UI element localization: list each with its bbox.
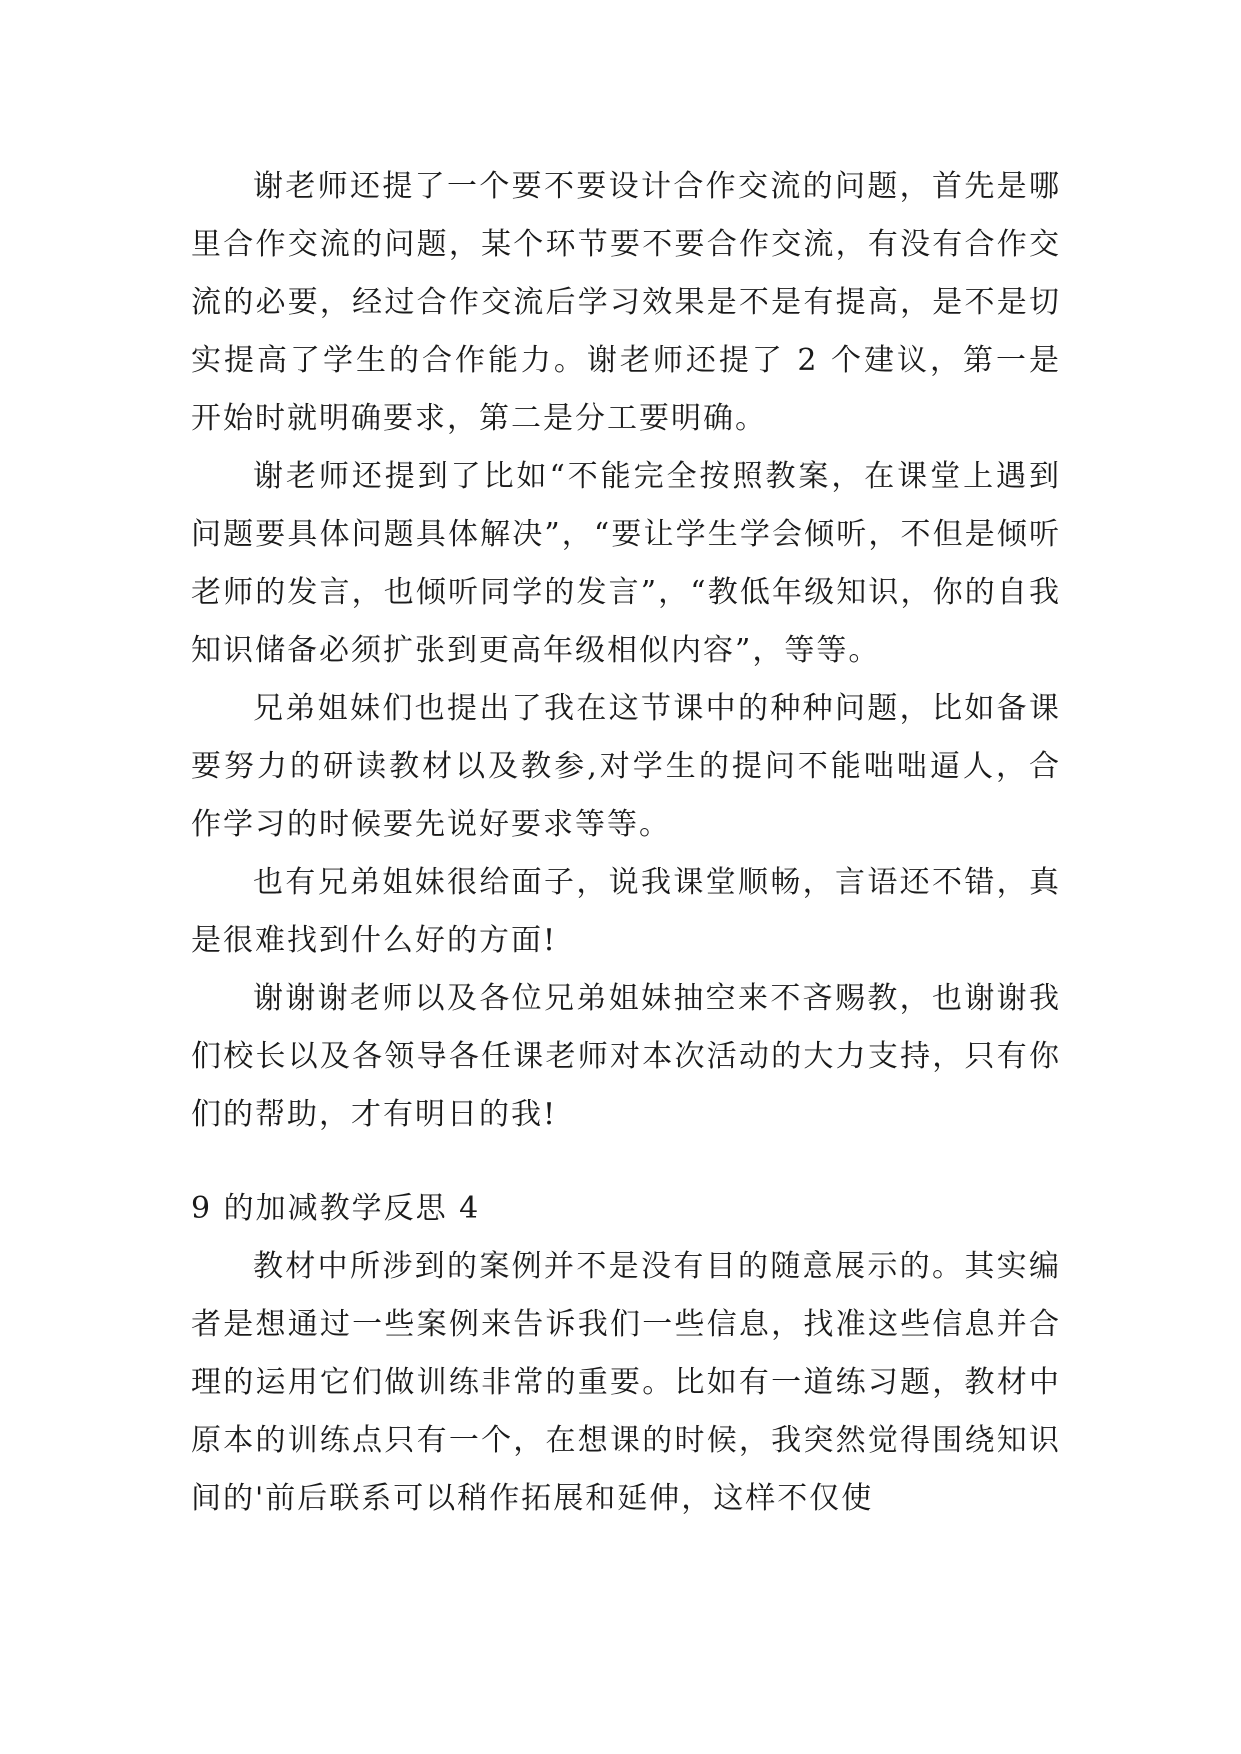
section-title: 9 的加减教学反思 4 bbox=[191, 1191, 481, 1226]
document-body bbox=[191, 158, 1061, 1528]
paragraph-2: 谢老师还提到了比如“不能完全按照教案，在课堂上遇到问题要具体问题具体解决”，“要让学生学会倾听，不但是倾听老师的发言，也倾听同学的发言”，“教低年级知识，你的自我知识储备必须扩张到更高年级相似内容”，等等。 bbox=[191, 459, 1061, 668]
paragraph-5: 谢谢谢老师以及各位兄弟姐妹抽空来不吝赐教，也谢谢我们校长以及各领导各任课老师对本次活动的大力支持，只有你们的帮助，才有明日的我! bbox=[191, 981, 1061, 1132]
paragraph-3: 兄弟姐妹们也提出了我在这节课中的种种问题，比如备课要努力的研读教材以及教参,对学生的提问不能咄咄逼人，合作学习的时候要先说好要求等等。 bbox=[191, 691, 1061, 842]
paragraph-1: 谢老师还提了一个要不要设计合作交流的问题，首先是哪里合作交流的问题，某个环节要不要合作交流，有没有合作交流的必要，经过合作交流后学习效果是不是有提高，是不是切实提高了学生的合作能力。谢老师还提了 2 个建议，第一是开始时就明确要求，第二是分工要明确。 bbox=[191, 169, 1061, 436]
section-paragraph-1: 教材中所涉到的案例并不是没有目的随意展示的。其实编者是想通过一些案例来告诉我们一些信息，找准这些信息并合理的运用它们做训练非常的重要。比如有一道练习题，教材中原本的训练点只有一个，在想课的时候，我突然觉得围绕知识间的'前后联系可以稍作拓展和延伸，这样不仅使 bbox=[191, 1249, 1061, 1516]
paragraph-4: 也有兄弟姐妹很给面子，说我课堂顺畅，言语还不错，真是很难找到什么好的方面! bbox=[191, 865, 1061, 958]
